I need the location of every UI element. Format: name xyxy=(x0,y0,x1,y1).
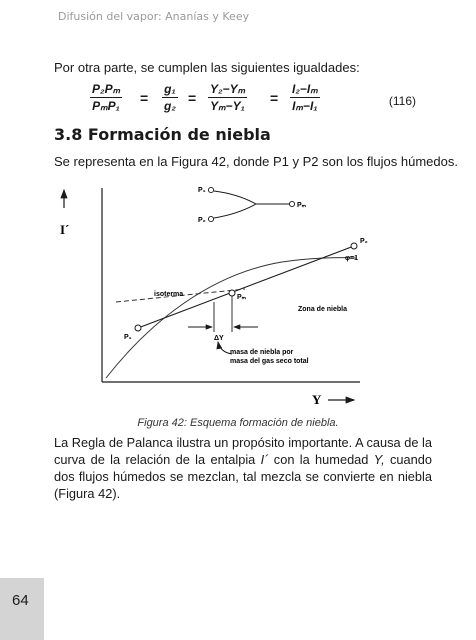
equals-sign-3: = xyxy=(270,90,279,106)
y-axis-label: I´ xyxy=(60,222,70,237)
section-intro: Se representa en la Figura 42, donde P1 y P2 son los flujos húmedos. xyxy=(54,154,458,169)
inset-p2-label: P₂ xyxy=(198,217,206,224)
inset-pm-point xyxy=(289,201,294,206)
inset-p1-point xyxy=(208,187,213,192)
inset-p1-label: P₁ xyxy=(198,187,206,194)
body-var-y: Y, xyxy=(373,452,385,467)
p2-label: P₂ xyxy=(360,238,368,245)
zona-niebla-label: Zona de niebla xyxy=(298,306,348,313)
phi-label: φ=1 xyxy=(345,255,358,262)
p1-label: P₁ xyxy=(124,334,132,341)
fraction-3-numerator: Y₂−Yₘ xyxy=(210,82,246,96)
fraction-3 xyxy=(208,82,247,113)
fraction-2-denominator: g₂ xyxy=(164,99,176,113)
fraction-1-numerator: P₂Pₘ xyxy=(92,82,121,96)
mass-note-line1: masa de niebla por xyxy=(230,349,294,356)
fraction-4-denominator: Iₘ−I₁ xyxy=(292,99,318,113)
section-heading: 3.8 Formación de niebla xyxy=(54,125,271,144)
inset-stream-2 xyxy=(214,204,256,218)
fraction-1-denominator: PₘP₁ xyxy=(92,99,120,113)
equals-sign-1: = xyxy=(140,90,149,106)
body-paragraph xyxy=(54,434,432,502)
fraction-1 xyxy=(90,82,122,113)
fraction-3-denominator: Yₘ−Y₁ xyxy=(210,99,245,113)
pm-point xyxy=(229,290,235,296)
body-part-2: con la humedad xyxy=(268,452,374,467)
fog-formation-diagram xyxy=(60,182,370,414)
body-part-3: cuando dos flujos húmedos se mezclan, tal mezcla se convierte en niebla (Figura 42). xyxy=(54,452,432,501)
page-number: 64 xyxy=(12,592,29,609)
body-part-1: La Regla de Palanca ilustra un propósito importante. A causa de la curva de la relación de la entalpia xyxy=(54,435,432,467)
mixing-line xyxy=(138,246,354,328)
page-number-tab xyxy=(0,578,44,640)
running-header: Difusión del vapor: Ananías y Keey xyxy=(58,10,250,23)
equation-number: (116) xyxy=(388,94,416,108)
fraction-4-numerator: I₂−Iₘ xyxy=(292,82,318,96)
equation-116 xyxy=(90,82,416,118)
pm-label: Pₘ xyxy=(237,294,247,301)
x-axis-label: Y xyxy=(312,392,322,407)
body-var-i: I´ xyxy=(260,452,269,467)
mass-note-line2: masa del gas seco total xyxy=(230,358,309,365)
fraction-2-numerator: g₁ xyxy=(162,82,178,98)
inset-p2-point xyxy=(208,216,213,221)
figure-caption: Figura 42: Esquema formación de niebla. xyxy=(137,417,339,429)
inset-stream-1 xyxy=(214,191,256,204)
p2-point xyxy=(351,243,357,249)
fraction-4 xyxy=(290,82,320,113)
inset-pm-label: Pₘ xyxy=(297,202,307,209)
equals-sign-2: = xyxy=(188,90,197,106)
p1-point xyxy=(135,325,141,331)
isoterma-label: isoterma xyxy=(154,291,184,298)
fraction-2 xyxy=(162,82,178,113)
intro-text: Por otra parte, se cumplen las siguientes igualdades: xyxy=(54,60,360,75)
delta-y-label: ΔY xyxy=(214,335,224,342)
